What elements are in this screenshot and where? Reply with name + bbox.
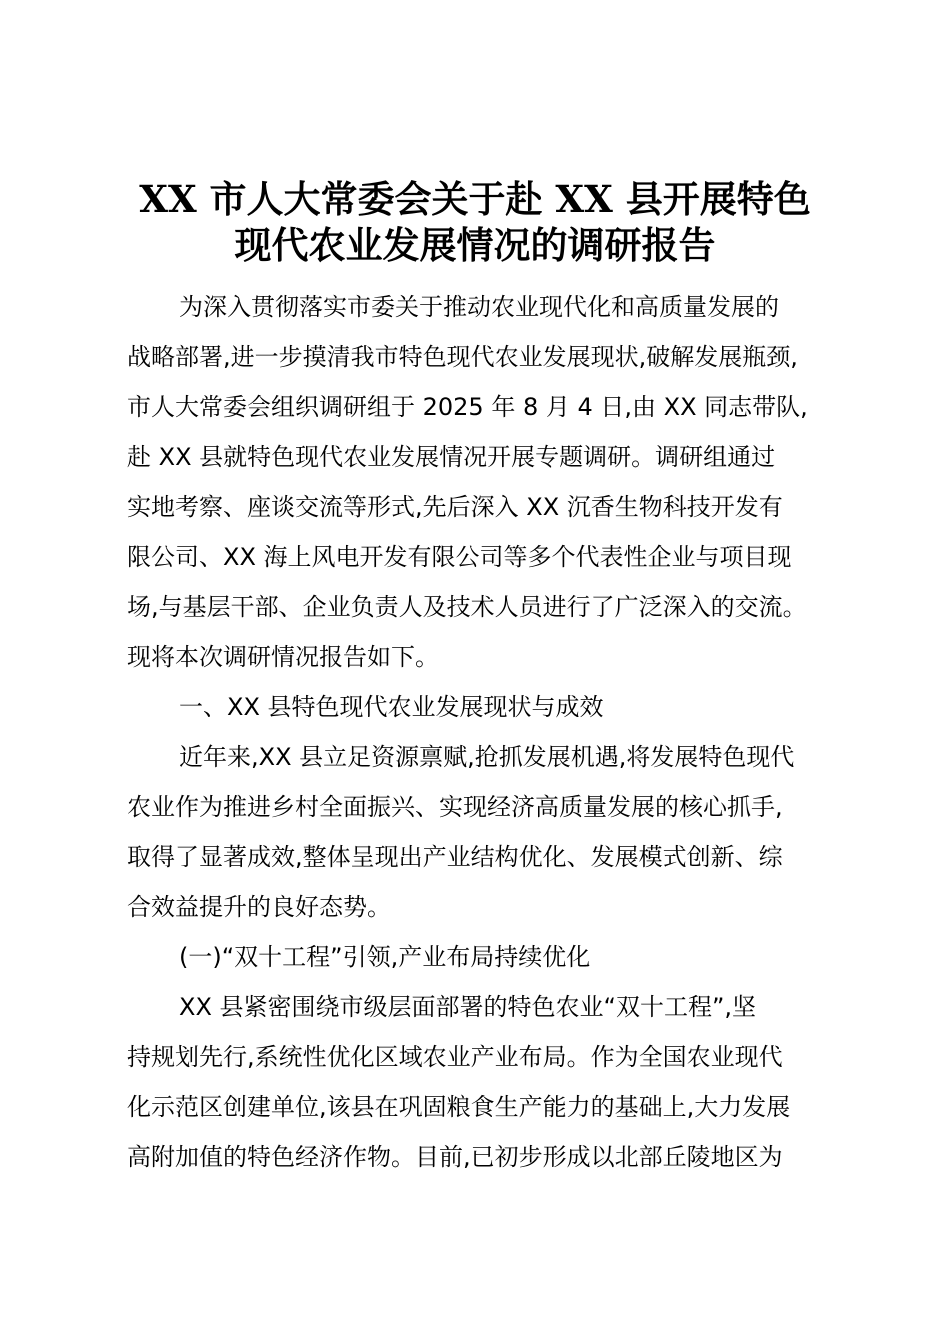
title-line: 现代农业发展情况的调研报告 (234, 223, 716, 267)
paragraph-line: 战略部署,进一步摸清我市特色现代农业发展现状,破解发展瓶颈, (127, 343, 798, 371)
section-heading: 一、XX 县特色现代农业发展现状与成效 (179, 693, 604, 721)
subsection-heading: (一)“双十工程”引领,产业布局持续优化 (179, 943, 591, 971)
paragraph-line: 场,与基层干部、企业负责人及技术人员进行了广泛深入的交流。 (127, 593, 807, 621)
paragraph-line: 高附加值的特色经济作物。目前,已初步形成以北部丘陵地区为 (127, 1143, 783, 1171)
paragraph-line: 近年来,XX 县立足资源禀赋,抢抓发展机遇,将发展特色现代 (179, 743, 795, 771)
report-title (100, 176, 850, 268)
paragraph-line: 赴 XX 县就特色现代农业发展情况开展专题调研。调研组通过 (127, 443, 776, 471)
paragraph-line: 为深入贯彻落实市委关于推动农业现代化和高质量发展的 (179, 293, 779, 321)
paragraph-line: 限公司、XX 海上风电开发有限公司等多个代表性企业与项目现 (127, 543, 792, 571)
paragraph-line: 农业作为推进乡村全面振兴、实现经济高质量发展的核心抓手, (127, 793, 783, 821)
paragraph-line: 持规划先行,系统性优化区域农业产业布局。作为全国农业现代 (127, 1043, 783, 1071)
report-body (127, 282, 839, 1182)
paragraph-line: XX 县紧密围绕市级层面部署的特色农业“双十工程”,坚 (179, 993, 757, 1021)
title-line: XX 市人大常委会关于赴 XX 县开展特色 (139, 177, 811, 221)
paragraph-line: 现将本次调研情况报告如下。 (127, 643, 439, 671)
paragraph-line: 合效益提升的良好态势。 (127, 893, 391, 921)
paragraph-line: 取得了显著成效,整体呈现出产业结构优化、发展模式创新、综 (127, 843, 783, 871)
paragraph-line: 市人大常委会组织调研组于 2025 年 8 月 4 日,由 XX 同志带队, (127, 393, 808, 421)
paragraph-line: 化示范区创建单位,该县在巩固粮食生产能力的基础上,大力发展 (127, 1093, 791, 1121)
paragraph-line: 实地考察、座谈交流等形式,先后深入 XX 沉香生物科技开发有 (127, 493, 783, 521)
